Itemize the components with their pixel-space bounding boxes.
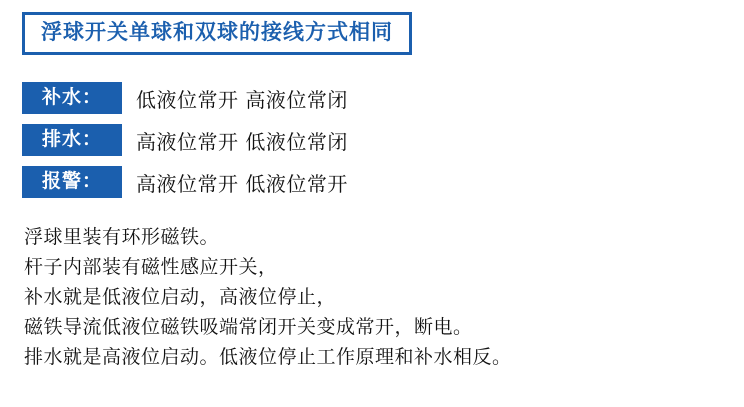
spec-row <box>22 162 722 202</box>
title-banner <box>22 12 412 55</box>
row-value-text: 低液位常开 高液位常闭 <box>136 87 348 112</box>
paragraph-line: 杆子内部装有磁性感应开关， <box>24 256 278 278</box>
spec-row <box>22 120 722 160</box>
paragraph-line: 磁铁导流低液位磁铁吸端常闭开关变成常开，断电。 <box>24 316 473 338</box>
spec-row <box>22 78 722 118</box>
row-value-text: 高液位常开 低液位常闭 <box>136 129 348 154</box>
spec-rows <box>22 78 722 204</box>
paragraph-line: 补水就是低液位启动，高液位停止， <box>24 286 337 308</box>
row-value-text: 高液位常开 低液位常开 <box>136 171 348 196</box>
paragraph-line: 排水就是高液位启动。低液位停止工作原理和补水相反。 <box>24 346 512 368</box>
paragraph-line: 浮球里装有环形磁铁。 <box>24 226 220 248</box>
row-tag-label: 报警： <box>22 166 122 198</box>
description-paragraph <box>24 222 730 372</box>
row-tag-label: 补水： <box>22 82 122 114</box>
row-tag-label: 排水： <box>22 124 122 156</box>
page-title: 浮球开关单球和双球的接线方式相同 <box>41 20 393 44</box>
